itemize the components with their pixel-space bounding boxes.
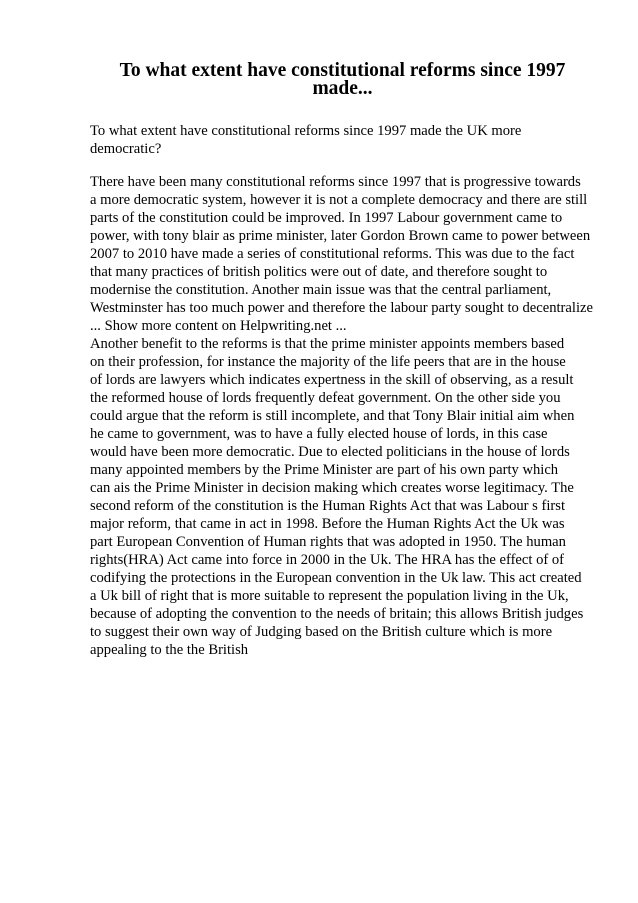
body-line: rights(HRA) Act came into force in 2000 in the Uk. The HRA has the effect of of (90, 552, 565, 568)
body-line: parts of the constitution could be improved. In 1997 Labour government came to (90, 210, 563, 226)
document-body (90, 122, 635, 659)
body-line: of lords are lawyers which indicates expertness in the skill of observing, as a result (90, 372, 574, 388)
body-line: would have been more democratic. Due to elected politicians in the house of lords (90, 444, 570, 460)
body-line: There have been many constitutional reforms since 1997 that is progressive towards (90, 174, 581, 190)
paragraph-gap (90, 158, 635, 173)
show-more-line: ... Show more content on Helpwriting.net ... (90, 318, 347, 334)
body-line: 2007 to 2010 have made a series of constitutional reforms. This was due to the fact (90, 246, 575, 262)
body-line: could argue that the reform is still incomplete, and that Tony Blair initial aim when (90, 408, 575, 424)
body-line: part European Convention of Human rights that was adopted in 1950. The human (90, 534, 566, 550)
body-line: a more democratic system, however it is not a complete democracy and there are still (90, 192, 588, 208)
body-line: power, with tony blair as prime minister, later Gordon Brown came to power between (90, 228, 591, 244)
title-line: made... (312, 78, 373, 99)
body-line: the reformed house of lords frequently defeat government. On the other side you (90, 390, 561, 406)
body-line: Westminster has too much power and therefore the labour party sought to decentralize (90, 300, 593, 316)
body-line: because of adopting the convention to the needs of britain; this allows British judges (90, 606, 584, 622)
body-line: to suggest their own way of Judging based on the British culture which is more (90, 624, 553, 640)
question-line: democratic? (90, 141, 162, 157)
title-line: To what extent have constitutional reforms since 1997 (119, 60, 566, 81)
body-line: a Uk bill of right that is more suitable to represent the population living in the Uk, (90, 588, 569, 604)
body-line: Another benefit to the reforms is that the prime minister appoints members based (90, 336, 565, 352)
question-line: To what extent have constitutional reforms since 1997 made the UK more (90, 123, 522, 139)
body-line: on their profession, for instance the majority of the life peers that are in the house (90, 354, 566, 370)
body-line: he came to government, was to have a fully elected house of lords, in this case (90, 426, 548, 442)
body-line: codifying the protections in the European convention in the Uk law. This act created (90, 570, 582, 586)
document-title (90, 62, 595, 98)
body-line: second reform of the constitution is the Human Rights Act that was Labour s first (90, 498, 566, 514)
body-line: can ais the Prime Minister in decision making which creates worse legitimacy. The (90, 480, 574, 496)
body-line: modernise the constitution. Another main issue was that the central parliament, (90, 282, 552, 298)
body-line: many appointed members by the Prime Minister are part of his own party which (90, 462, 559, 478)
body-line: major reform, that came in act in 1998. Before the Human Rights Act the Uk was (90, 516, 565, 532)
body-line: appealing to the the British (90, 642, 249, 658)
body-line: that many practices of british politics were out of date, and therefore sought to (90, 264, 548, 280)
